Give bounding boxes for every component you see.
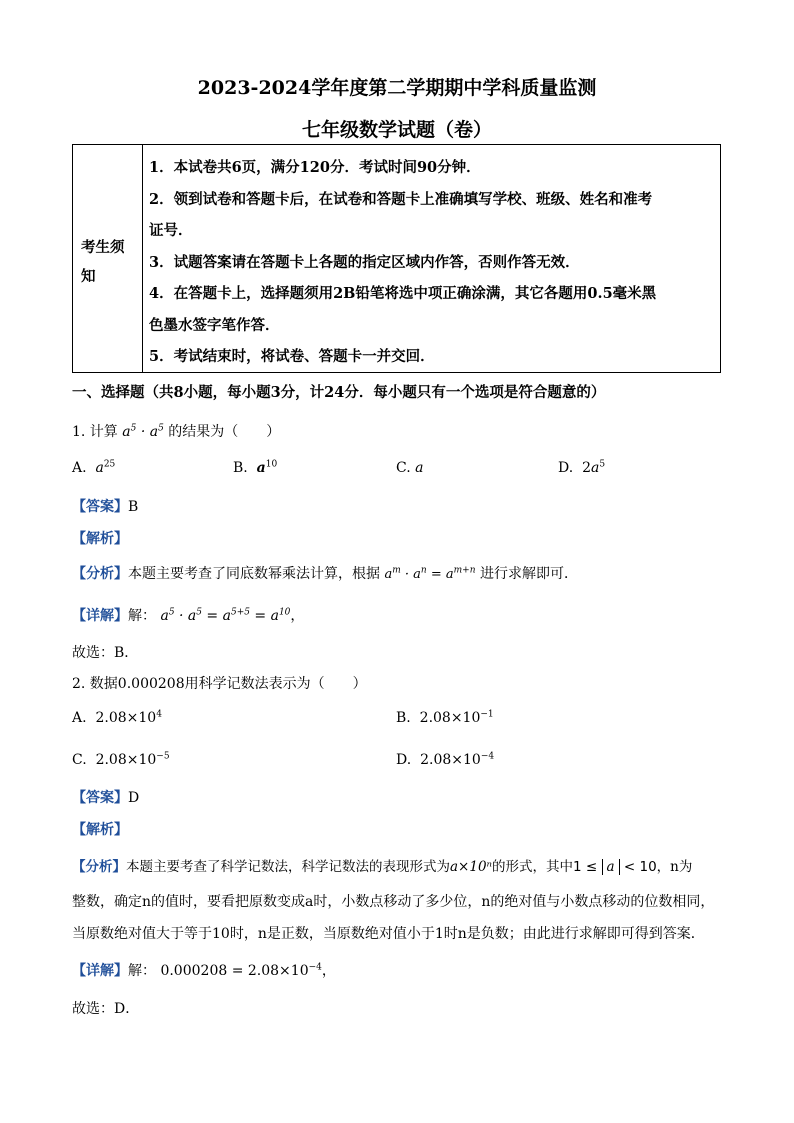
notice-item: 色墨水签字笔作答． bbox=[149, 317, 280, 334]
question-2-stem: 2. 数据0.000208用科学记数法表示为（ ） bbox=[72, 676, 367, 692]
q2-fenxi-line1: 【分析】本题主要考查了科学记数法，科学记数法的表现形式为a×10ⁿ的形式，其中1 ≤ a < 10，n为 bbox=[72, 859, 693, 875]
q2-fenxi-line3: 当原数绝对值大于等于10时，n是正数，当原数绝对值小于1时n是负数；由此进行求解即可得到答案． bbox=[72, 926, 705, 942]
notice-item: 3．试题答案请在答题卡上各题的指定区域内作答，否则作答无效． bbox=[149, 254, 580, 271]
question-1-stem bbox=[72, 421, 280, 441]
q2-option-b: B. $2.08\times 10^{-1}$ bbox=[396, 709, 494, 726]
q1-detail-formula: $a^5 \cdot a^5 = a^{5+5} = a^{10}$ bbox=[160, 607, 291, 624]
q2-option-a: A. $2.08\times 10^4$ bbox=[72, 709, 162, 726]
section-heading: 一、选择题（共8小题，每小题3分，计24分．每小题只有一个选项是符合题意的） bbox=[72, 384, 606, 401]
notice-item: 证号． bbox=[149, 222, 193, 239]
notice-item: 2．领到试卷和答题卡后，在试卷和答题卡上准确填写学校、班级、姓名和准考 bbox=[149, 191, 653, 208]
q1-option-b: B. $a^{10}$ bbox=[233, 459, 278, 476]
notice-item: 5．考试结束时，将试卷、答题卡一并交回． bbox=[149, 348, 435, 365]
q1-option-c: C. a bbox=[396, 460, 424, 476]
q1-fenxi: 【分析】本题主要考查了同底数幂乘法计算，根据 $a^m \cdot a^n = a^{m+n}$ 进行求解即可． bbox=[72, 565, 578, 582]
q1-option-d: D. $2a^5$ bbox=[558, 459, 606, 476]
q1-prefix: 1. 计算 bbox=[72, 424, 118, 440]
q1-expr: $a^5 \cdot a^5$ bbox=[122, 423, 164, 440]
q1-conclusion: 故选：B． bbox=[72, 645, 139, 661]
q1-answer: 【答案】B bbox=[72, 499, 139, 515]
q1-suffix: 的结果为（ ） bbox=[168, 424, 281, 440]
q1-analysis-tag: 【解析】 bbox=[72, 531, 128, 547]
q2-analysis-tag: 【解析】 bbox=[72, 822, 128, 838]
notice-table bbox=[72, 144, 721, 373]
q2-fenxi-line2: 整数，确定n的值时，要看把原数变成a时，小数点移动了多少位，n的绝对值与小数点移动的位数相同， bbox=[72, 894, 715, 910]
q2-option-d: D. $2.08\times 10^{-4}$ bbox=[396, 751, 495, 768]
q2-detail: 【详解】解： $0.000208 = 2.08\times 10^{-4}$， bbox=[72, 962, 336, 979]
page-title: 2023-2024学年度第二学期期中学科质量监测 bbox=[197, 77, 597, 99]
q2-answer: 【答案】D bbox=[72, 790, 140, 806]
notice-item: 4．在答题卡上，选择题须用2B铅笔将选中项正确涂满，其它各题用0.5毫米黑 bbox=[149, 285, 657, 302]
notice-head: 考生须知 bbox=[81, 239, 125, 285]
abs-value: a bbox=[602, 859, 620, 875]
q1-option-a: A. $a^{25}$ bbox=[72, 459, 116, 476]
notice-item: 1．本试卷共6页，满分120分．考试时间90分钟． bbox=[149, 159, 481, 176]
q2-option-c: C. $2.08\times 10^{-5}$ bbox=[72, 751, 170, 768]
page-subtitle: 七年级数学试题（卷） bbox=[301, 119, 492, 141]
q1-detail: 【详解】解： $a^5 \cdot a^5 = a^{5+5} = a^{10}$， bbox=[72, 607, 305, 624]
q1-fenxi-formula: $a^m \cdot a^n = a^{m+n}$ bbox=[384, 565, 476, 582]
notice-head-cell bbox=[73, 145, 143, 372]
q2-conclusion: 故选：D． bbox=[72, 1001, 140, 1017]
